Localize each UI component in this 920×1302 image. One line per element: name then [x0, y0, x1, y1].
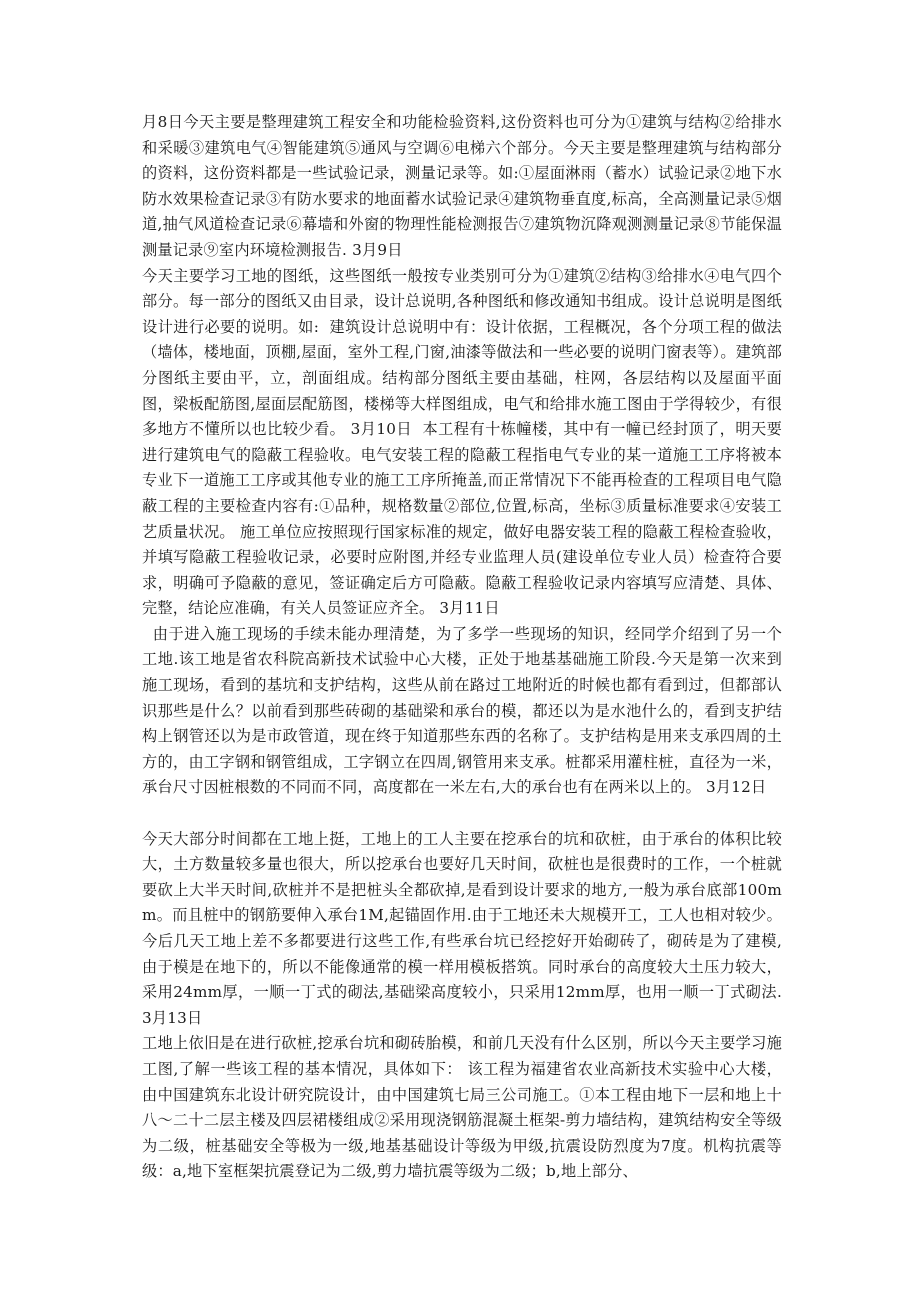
document-body — [142, 110, 788, 1185]
paragraph-1: 月8日今天主要是整理建筑工程安全和功能检验资料,这份资料也可分为①建筑与结构②给排水和采暖③建筑电气④智能建筑⑤通风与空调⑥电梯六个部分。今天主要是整理建筑与结构部分的资料，这份资料都是一些试验记录，测量记录等。如:①屋面淋雨（蓄水）试验记录②地下水防水效果检查记录③有防水要求的地面蓄水试验记录④建筑物垂直度,标高，全高测量记录⑤烟道,抽气风道检查记录⑥幕墙和外窗的物理性能检测报告⑦建筑物沉降观测测量记录⑧节能保温测量记录⑨室内环境检测报告. 3月9日 — [142, 113, 782, 259]
paragraph-5: 工地上依旧是在进行砍桩,挖承台坑和砌砖胎模，和前几天没有什么区别，所以今天主要学习施工图,了解一些该工程的基本情况，具体如下： 该工程为福建省农业高新技术实验中心大楼，由中国建筑东北设计研究院设计，由中国建筑七局三公司施工。①本工程由地下一层和地上十八～二十二层主楼及四层裙楼组成②采用现浇钢筋混凝土框架-剪力墙结构，建筑结构安全等级为二级，桩基础安全等极为一级,地基基础设计等级为甲级,抗震设防烈度为7度。机构抗震等级：a,地下室框架抗震登记为二级,剪力墙抗震等级为二级；b,地上部分、 — [142, 1034, 782, 1181]
paragraph-4: 今天大部分时间都在工地上挺，工地上的工人主要在挖承台的坑和砍桩，由于承台的体积比较大，土方数量较多量也很大，所以挖承台也要好几天时间，砍桩也是很费时的工作，一个桩就要砍上大半天时间,砍桩并不是把桩头全都砍掉,是看到设计要求的地方,一般为承台底部100mm。而且桩中的钢筋要伸入承台1M,起锚固作用.由于工地还未大规模开工，工人也相对较少。今后几天工地上差不多都要进行这些工作,有些承台坑已经挖好开始砌砖了，砌砖是为了建模,由于模是在地下的，所以不能像通常的模一样用模板搭筑。同时承台的高度较大土压力较大，采用24mm厚，一顺一丁式的砌法,基础梁高度较小，只采用12mm厚，也用一顺一丁式砌法. 3月13日 — [142, 829, 788, 1027]
paragraph-2: 今天主要学习工地的图纸，这些图纸一般按专业类别可分为①建筑②结构③给排水④电气四个部分。每一部分的图纸又由目录，设计总说明,各种图纸和修改通知书组成。设计总说明是图纸设计进行必要的说明。如: 建筑设计总说明中有：设计依据，工程概况，各个分项工程的做法（墙体，楼地面，顶棚,屋面，室外工程,门窗,油漆等做法和一些必要的说明门窗表等）。建筑部分图纸主要由平，立，剖面组成。结构部分图纸主要由基础，柱网，各层结构以及屋面平面图，梁板配筋图,屋面层配筋图，楼梯等大样图组成，电气和给排水施工图由于学得较少，有很多地方不懂所以也比较少看。 3月10日 本工程有十栋幢楼，其中有一幢已经封顶了，明天要进行建筑电气的隐蔽工程验收。电气安装工程的隐蔽工程指电气专业的某一道施工工序将被本专业下一道施工工序或其他专业的施工工序所掩盖,而正常情况下不能再检查的工程项目电气隐蔽工程的主要检查内容有:①品种，规格数量②部位,位置,标高，坐标③质量标准要求④安装工艺质量状况。 施工单位应按照现行国家标准的规定，做好电器安装工程的隐蔽工程检查验收，并填写隐蔽工程验收记录，必要时应附图,并经专业监理人员(建设单位专业人员）检查符合要求，明确可予隐蔽的意见，签证确定后方可隐蔽。隐蔽工程验收记录内容填写应清楚、具体、完整，结论应准确，有关人员签证应齐全。 3月11日 — [142, 266, 782, 618]
paragraph-3: 由于进入施工现场的手续未能办理清楚，为了多学一些现场的知识，经同学介绍到了另一个工地.该工地是省农科院高新技术试验中心大楼，正处于地基基础施工阶段.今天是第一次来到施工现场，看到的基坑和支护结构，这些从前在路过工地附近的时候也都有看到过，但都部认识那些是什么？以前看到那些砖砌的基础梁和承台的模，都还以为是水池什么的，看到支护结构上钢管还以为是市政管道，现在终于知道那些东西的名称了。支护结构是用来支承四周的土方的，由工字钢和钢管组成，工字钢立在四周,钢管用来支承。桩都采用灌柱桩，直径为一米，承台尺寸因桩根数的不同而不同，高度都在一米左右,大的承台也有在两米以上的。 3月12日 — [142, 624, 782, 797]
